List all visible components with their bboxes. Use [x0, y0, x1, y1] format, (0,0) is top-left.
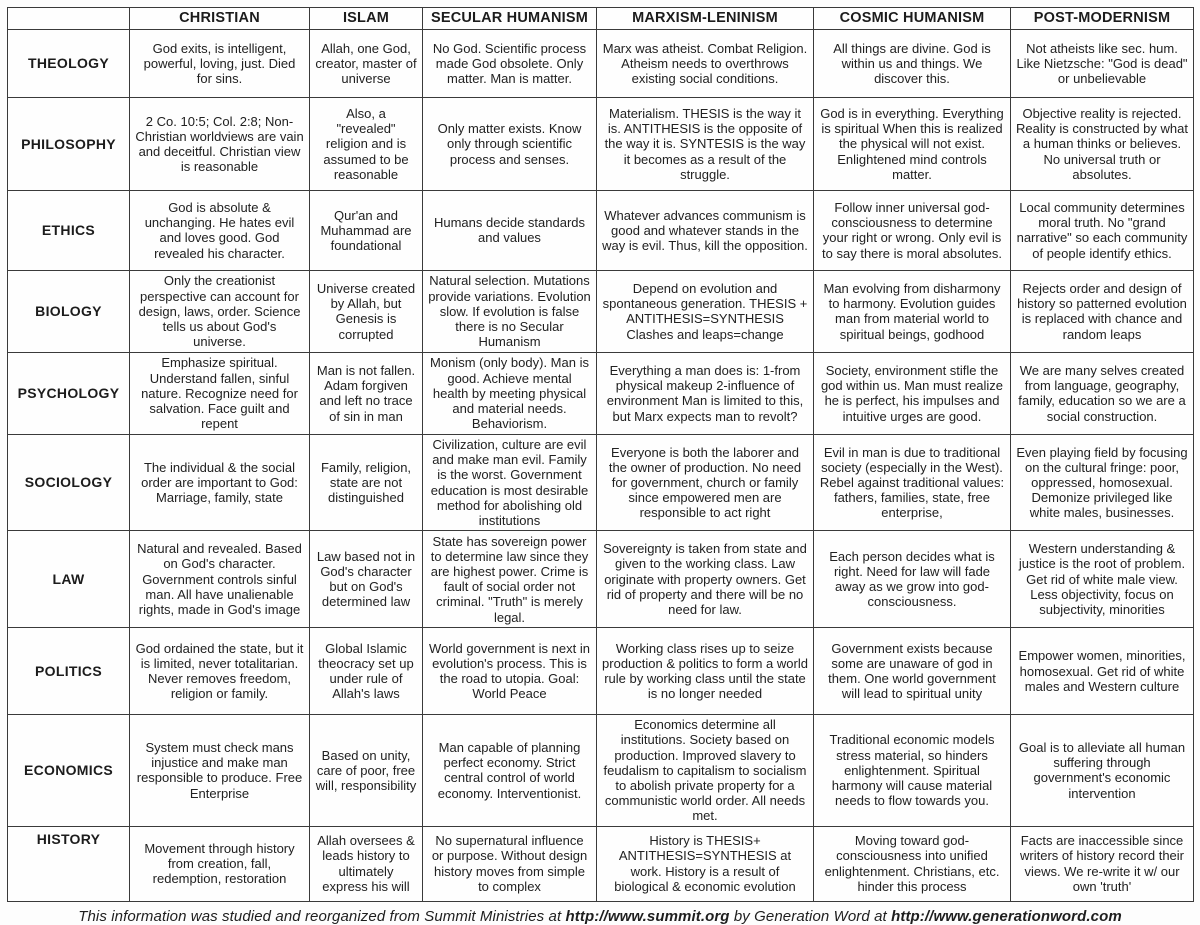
- table-cell: State has sovereign power to determine law since they are highest power. Crime is fault of social order not criminal. "Truth" is merely legal.: [423, 531, 597, 628]
- table-cell: Man is not fallen. Adam forgiven and left no trace of sin in man: [310, 352, 423, 434]
- corner-cell: [8, 8, 130, 30]
- table-body: [8, 29, 1194, 901]
- table-cell: God is in everything. Everything is spiritual When this is realized the physical will not exist. Enlightened mind controls matter.: [814, 97, 1011, 190]
- table-cell: Evil in man is due to traditional society (especially in the West). Rebel against traditional values: fathers, families, state, free enterprise,: [814, 434, 1011, 530]
- table-row: [8, 190, 1194, 270]
- table-cell: 2 Co. 10:5; Col. 2:8; Non-Christian worldviews are vain and deceitful. Christian view is reasonable: [130, 97, 310, 190]
- table-cell: Not atheists like sec. hum. Like Nietzsche: "God is dead" or unbelievable: [1011, 29, 1194, 97]
- footer-text: This information was studied and reorganized from Summit Ministries at: [78, 907, 566, 925]
- table-row: [8, 97, 1194, 190]
- column-header-cosmic-humanism: COSMIC HUMANISM: [814, 8, 1011, 30]
- table-cell: Rejects order and design of history so patterned evolution is replaced with chance and random leaps: [1011, 270, 1194, 352]
- table-cell: Marx was atheist. Combat Religion. Atheism needs to overthrows existing social conditions.: [597, 29, 814, 97]
- table-cell: Civilization, culture are evil and make man evil. Family is the worst. Government education is most desirable method for abolishing old institutions: [423, 434, 597, 530]
- table-cell: God is absolute & unchanging. He hates evil and loves good. God revealed his character.: [130, 190, 310, 270]
- table-cell: Local community determines moral truth. No "grand narrative" so each community of people identify ethics.: [1011, 190, 1194, 270]
- table-cell: Only the creationist perspective can account for design, laws, order. Science tells us about God's universe.: [130, 270, 310, 352]
- generationword-url-text: http://www.generationword.com: [891, 907, 1122, 925]
- attribution-footer: [0, 908, 1200, 925]
- row-header-philosophy: PHILOSOPHY: [8, 97, 130, 190]
- table-cell: Everything a man does is: 1-from physical makeup 2-influence of environment Man is limited to this, but Marx expects man to revolt?: [597, 352, 814, 434]
- table-cell: Working class rises up to seize production & politics to form a world rule by working class until the state is no longer needed: [597, 628, 814, 715]
- table-row: [8, 352, 1194, 434]
- table-cell: Traditional economic models stress material, so hinders enlightenment. Spiritual harmony will cause material needs to flow towards you.: [814, 715, 1011, 826]
- table-cell: Natural and revealed. Based on God's character. Government controls sinful man. All have unalienable rights, made in God's image: [130, 531, 310, 628]
- table-cell: God ordained the state, but it is limited, never totalitarian. Never removes freedom, religion or family.: [130, 628, 310, 715]
- table-row: [8, 628, 1194, 715]
- table-cell: Man capable of planning perfect economy. Strict central control of world economy. Interventionist.: [423, 715, 597, 826]
- table-cell: Whatever advances communism is good and whatever stands in the way is evil. Thus, kill the opposition.: [597, 190, 814, 270]
- table-cell: All things are divine. God is within us and things. We discover this.: [814, 29, 1011, 97]
- table-cell: Everyone is both the laborer and the owner of production. No need for government, church or family since empowered men are responsible to act right: [597, 434, 814, 530]
- table-row: [8, 29, 1194, 97]
- footer-text: by Generation Word at: [729, 907, 892, 925]
- table-cell: We are many selves created from language, geography, family, education so we are a social construction.: [1011, 352, 1194, 434]
- table-cell: Global Islamic theocracy set up under rule of Allah's laws: [310, 628, 423, 715]
- table-row: [8, 270, 1194, 352]
- table-cell: Objective reality is rejected. Reality is constructed by what a human thinks or believes. No universal truth or absolutes.: [1011, 97, 1194, 190]
- table-header-row: [8, 8, 1194, 30]
- table-cell: System must check mans injustice and make man responsible to produce. Free Enterprise: [130, 715, 310, 826]
- row-header-ethics: ETHICS: [8, 190, 130, 270]
- row-header-theology: THEOLOGY: [8, 29, 130, 97]
- table-cell: Sovereignty is taken from state and given to the working class. Law originate with property owners. Get rid of property and there will be no need for law.: [597, 531, 814, 628]
- table-cell: History is THESIS+ ANTITHESIS=SYNTHESIS at work. History is a result of biological & economic evolution: [597, 826, 814, 901]
- table-cell: Moving toward god-consciousness into unified enlightenment. Christians, etc. hinder this process: [814, 826, 1011, 901]
- table-cell: Facts are inaccessible since writers of history record their views. We re-write it w/ our own 'truth': [1011, 826, 1194, 901]
- row-header-politics: POLITICS: [8, 628, 130, 715]
- table-cell: God exits, is intelligent, powerful, loving, just. Died for sins.: [130, 29, 310, 97]
- column-header-islam: ISLAM: [310, 8, 423, 30]
- table-cell: Empower women, minorities, homosexual. Get rid of white males and Western culture: [1011, 628, 1194, 715]
- table-cell: Even playing field by focusing on the cultural fringe: poor, oppressed, homosexual. Demonize privileged like white males, businesses.: [1011, 434, 1194, 530]
- row-header-economics: ECONOMICS: [8, 715, 130, 826]
- row-header-biology: BIOLOGY: [8, 270, 130, 352]
- table-row: [8, 531, 1194, 628]
- table-cell: Depend on evolution and spontaneous generation. THESIS + ANTITHESIS=SYNTHESIS Clashes and leaps=change: [597, 270, 814, 352]
- table-cell: Materialism. THESIS is the way it is. ANTITHESIS is the opposite of the way it is. SYNTESIS is the way it becomes as a result of the struggle.: [597, 97, 814, 190]
- table-cell: Society, environment stifle the god within us. Man must realize he is perfect, his impulses and intuitive urges are good.: [814, 352, 1011, 434]
- row-header-history: HISTORY: [8, 826, 130, 901]
- table-row: [8, 715, 1194, 826]
- table-cell: Natural selection. Mutations provide variations. Evolution slow. If evolution is false there is no Secular Humanism: [423, 270, 597, 352]
- table-cell: Allah, one God, creator, master of universe: [310, 29, 423, 97]
- table-cell: Qur'an and Muhammad are foundational: [310, 190, 423, 270]
- column-header-christian: CHRISTIAN: [130, 8, 310, 30]
- row-header-law: LAW: [8, 531, 130, 628]
- table-cell: Family, religion, state are not distinguished: [310, 434, 423, 530]
- row-header-sociology: SOCIOLOGY: [8, 434, 130, 530]
- table-cell: Economics determine all institutions. Society based on production. Improved slavery to feudalism to capitalism to socialism to abolish private property for a communistic world order. All needs met.: [597, 715, 814, 826]
- row-header-psychology: PSYCHOLOGY: [8, 352, 130, 434]
- table-cell: Only matter exists. Know only through scientific process and senses.: [423, 97, 597, 190]
- table-row: [8, 826, 1194, 901]
- column-header-marxism-leninism: MARXISM-LENINISM: [597, 8, 814, 30]
- table-cell: No supernatural influence or purpose. Without design history moves from simple to complex: [423, 826, 597, 901]
- table-cell: Man evolving from disharmony to harmony. Evolution guides man from material world to spiritual beings, godhood: [814, 270, 1011, 352]
- table-cell: Emphasize spiritual. Understand fallen, sinful nature. Recognize need for salvation. Face guilt and repent: [130, 352, 310, 434]
- table-cell: Western understanding & justice is the root of problem. Get rid of white male view. Less objectivity, focus on subjectivity, minorities: [1011, 531, 1194, 628]
- table-cell: World government is next in evolution's process. This is the road to utopia. Goal: World Peace: [423, 628, 597, 715]
- table-cell: No God. Scientific process made God obsolete. Only matter. Man is matter.: [423, 29, 597, 97]
- table-cell: Universe created by Allah, but Genesis is corrupted: [310, 270, 423, 352]
- table-cell: Goal is to alleviate all human suffering through government's economic intervention: [1011, 715, 1194, 826]
- table-cell: Government exists because some are unaware of god in them. One world government will lead to spiritual unity: [814, 628, 1011, 715]
- table-cell: Monism (only body). Man is good. Achieve mental health by meeting physical and material needs. Behaviorism.: [423, 352, 597, 434]
- table-cell: The individual & the social order are important to God: Marriage, family, state: [130, 434, 310, 530]
- summit-url-text: http://www.summit.org: [565, 907, 730, 925]
- table-cell: Law based not in God's character but on God's determined law: [310, 531, 423, 628]
- column-header-post-modernism: POST-MODERNISM: [1011, 8, 1194, 30]
- table-cell: Allah oversees & leads history to ultimately express his will: [310, 826, 423, 901]
- table-cell: Also, a "revealed" religion and is assumed to be reasonable: [310, 97, 423, 190]
- worldview-comparison-table: [7, 7, 1194, 902]
- table-cell: Follow inner universal god-consciousness to determine your right or wrong. Only evil is to say there is moral absolutes.: [814, 190, 1011, 270]
- table-cell: Based on unity, care of poor, free will, responsibility: [310, 715, 423, 826]
- table-cell: Movement through history from creation, fall, redemption, restoration: [130, 826, 310, 901]
- table-cell: Each person decides what is right. Need for law will fade away as we grow into god-consciousness.: [814, 531, 1011, 628]
- table-row: [8, 434, 1194, 530]
- column-header-secular-humanism: SECULAR HUMANISM: [423, 8, 597, 30]
- table-cell: Humans decide standards and values: [423, 190, 597, 270]
